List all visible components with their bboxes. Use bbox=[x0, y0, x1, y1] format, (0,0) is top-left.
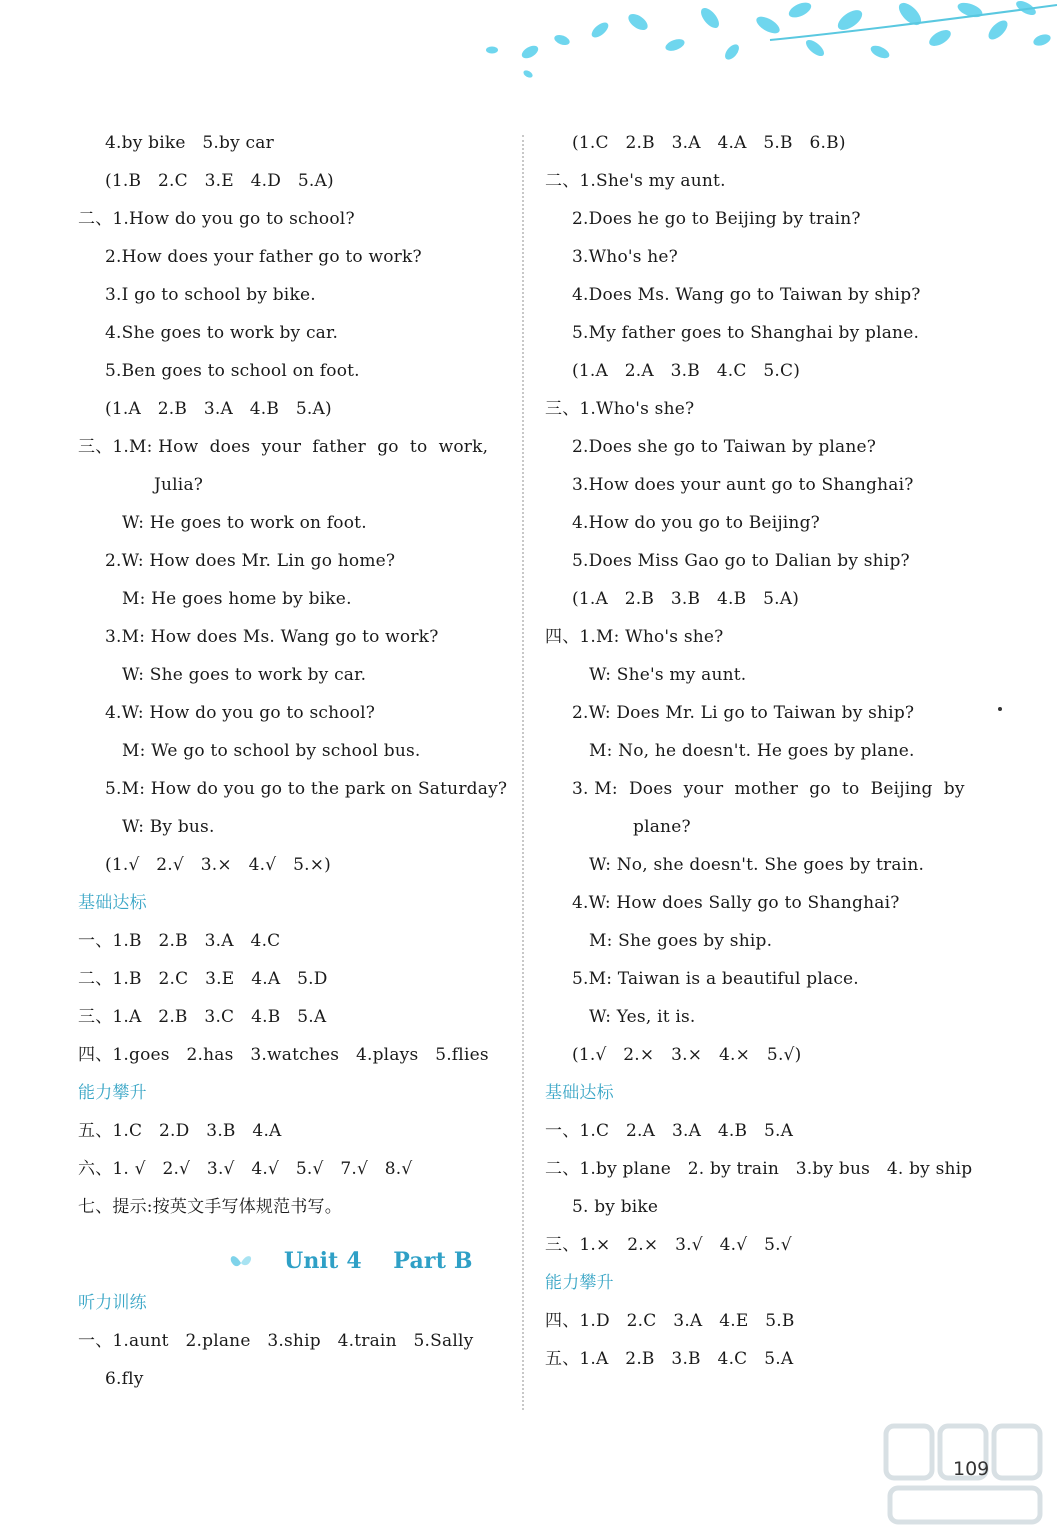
section-heading: 听力训练 bbox=[78, 1293, 147, 1313]
answer-line: 3.How does your aunt go to Shanghai? bbox=[572, 475, 914, 495]
answer-line: 6.fly bbox=[105, 1369, 144, 1389]
answer-line: 2.Does he go to Beijing by train? bbox=[572, 209, 861, 229]
answer-line: W: No, she doesn't. She goes by train. bbox=[589, 855, 925, 875]
answer-line: 一、1.C 2.A 3.A 4.B 5.A bbox=[545, 1121, 794, 1141]
answer-line: 四、1.D 2.C 3.A 4.E 5.B bbox=[545, 1311, 795, 1331]
answer-line: 2.Does she go to Taiwan by plane? bbox=[572, 437, 877, 457]
answer-line: 5.M: How do you go to the park on Saturday? bbox=[105, 779, 508, 799]
answer-line: 3.M: How does Ms. Wang go to work? bbox=[105, 627, 439, 647]
answer-line: W: He goes to work on foot. bbox=[122, 513, 367, 533]
answer-line: 五、1.A 2.B 3.B 4.C 5.A bbox=[545, 1349, 794, 1369]
answer-line: 3.Who's he? bbox=[572, 247, 679, 267]
section-heading: 能力攀升 bbox=[78, 1083, 147, 1103]
answer-line: 二、1.How do you go to school? bbox=[78, 209, 355, 229]
section-heading: 基础达标 bbox=[78, 893, 147, 913]
answer-line: 六、1. √ 2.√ 3.√ 4.√ 5.√ 7.√ 8.√ bbox=[78, 1159, 413, 1179]
answer-line: 三、1.Who's she? bbox=[545, 399, 695, 419]
answer-line: 2.W: How does Mr. Lin go home? bbox=[105, 551, 396, 571]
answer-line: (1.C 2.B 3.A 4.A 5.B 6.B) bbox=[572, 133, 846, 153]
answer-line: 4.She goes to work by car. bbox=[105, 323, 339, 343]
answer-line: 4.How do you go to Beijing? bbox=[572, 513, 820, 533]
answer-line: 一、1.aunt 2.plane 3.ship 4.train 5.Sally bbox=[78, 1331, 474, 1351]
answer-line: 5.My father goes to Shanghai by plane. bbox=[572, 323, 920, 343]
answer-line: W: She's my aunt. bbox=[589, 665, 747, 685]
answer-line: W: Yes, it is. bbox=[589, 1007, 696, 1027]
unit-heading-row bbox=[78, 1230, 508, 1288]
answer-line: 5.Does Miss Gao go to Dalian by ship? bbox=[572, 551, 910, 571]
answer-line: 4.by bike 5.by car bbox=[105, 133, 274, 153]
answer-line: (1.A 2.B 3.A 4.B 5.A) bbox=[105, 399, 332, 419]
right-column bbox=[545, 128, 1025, 1382]
answer-line: 三、1.× 2.× 3.√ 4.√ 5.√ bbox=[545, 1235, 792, 1255]
answer-line: 二、1.B 2.C 3.E 4.A 5.D bbox=[78, 969, 328, 989]
answer-line: 四、1.M: Who's she? bbox=[545, 627, 724, 647]
section-heading: 能力攀升 bbox=[545, 1273, 614, 1293]
unit-title-text: Unit 4 Part B bbox=[284, 1248, 473, 1274]
answer-line: 3.I go to school by bike. bbox=[105, 285, 316, 305]
answer-line: 四、1.goes 2.has 3.watches 4.plays 5.flies bbox=[78, 1045, 489, 1065]
answer-line: M: No, he doesn't. He goes by plane. bbox=[589, 741, 915, 761]
page-number: 109 bbox=[953, 1458, 990, 1480]
answer-line: 二、1.She's my aunt. bbox=[545, 171, 726, 191]
answer-line: W: She goes to work by car. bbox=[122, 665, 367, 685]
answer-line: 七、提示:按英文手写体规范书写。 bbox=[78, 1197, 342, 1217]
answer-line: W: By bus. bbox=[122, 817, 215, 837]
answer-line: 2.W: Does Mr. Li go to Taiwan by ship? bbox=[572, 703, 915, 723]
answer-line: plane? bbox=[633, 817, 691, 837]
answer-line: 2.How does your father go to work? bbox=[105, 247, 422, 267]
answer-line: (1.B 2.C 3.E 4.D 5.A) bbox=[105, 171, 334, 191]
answer-line: M: He goes home by bike. bbox=[122, 589, 352, 609]
answer-line: 5.M: Taiwan is a beautiful place. bbox=[572, 969, 859, 989]
answer-line: 五、1.C 2.D 3.B 4.A bbox=[78, 1121, 282, 1141]
answer-line: M: We go to school by school bus. bbox=[122, 741, 421, 761]
answer-line: 3. M: Does your mother go to Beijing by bbox=[572, 779, 965, 799]
column-divider bbox=[522, 135, 524, 1410]
butterfly-icon bbox=[228, 1251, 254, 1271]
answer-line: 三、1.M: How does your father go to work, bbox=[78, 437, 489, 457]
answer-line: (1.√ 2.× 3.× 4.× 5.√) bbox=[572, 1045, 802, 1065]
answer-line: (1.√ 2.√ 3.× 4.√ 5.×) bbox=[105, 855, 331, 875]
answer-line: 5. by bike bbox=[572, 1197, 659, 1217]
answer-line: 4.W: How do you go to school? bbox=[105, 703, 376, 723]
answer-line: 4.W: How does Sally go to Shanghai? bbox=[572, 893, 900, 913]
stray-dot bbox=[998, 707, 1002, 711]
answer-line: 二、1.by plane 2. by train 3.by bus 4. by ship bbox=[545, 1159, 973, 1179]
answer-line: Julia? bbox=[154, 475, 204, 495]
answer-line: 一、1.B 2.B 3.A 4.C bbox=[78, 931, 281, 951]
answer-line: 4.Does Ms. Wang go to Taiwan by ship? bbox=[572, 285, 921, 305]
left-column bbox=[78, 128, 508, 1402]
answer-line: (1.A 2.A 3.B 4.C 5.C) bbox=[572, 361, 801, 381]
answer-line: 5.Ben goes to school on foot. bbox=[105, 361, 360, 381]
unit-title bbox=[228, 1230, 473, 1292]
leaves-branch-icon bbox=[470, 0, 1057, 90]
answer-line: 三、1.A 2.B 3.C 4.B 5.A bbox=[78, 1007, 327, 1027]
answer-line: (1.A 2.B 3.B 4.B 5.A) bbox=[572, 589, 800, 609]
answer-line: M: She goes by ship. bbox=[589, 931, 773, 951]
section-heading: 基础达标 bbox=[545, 1083, 614, 1103]
